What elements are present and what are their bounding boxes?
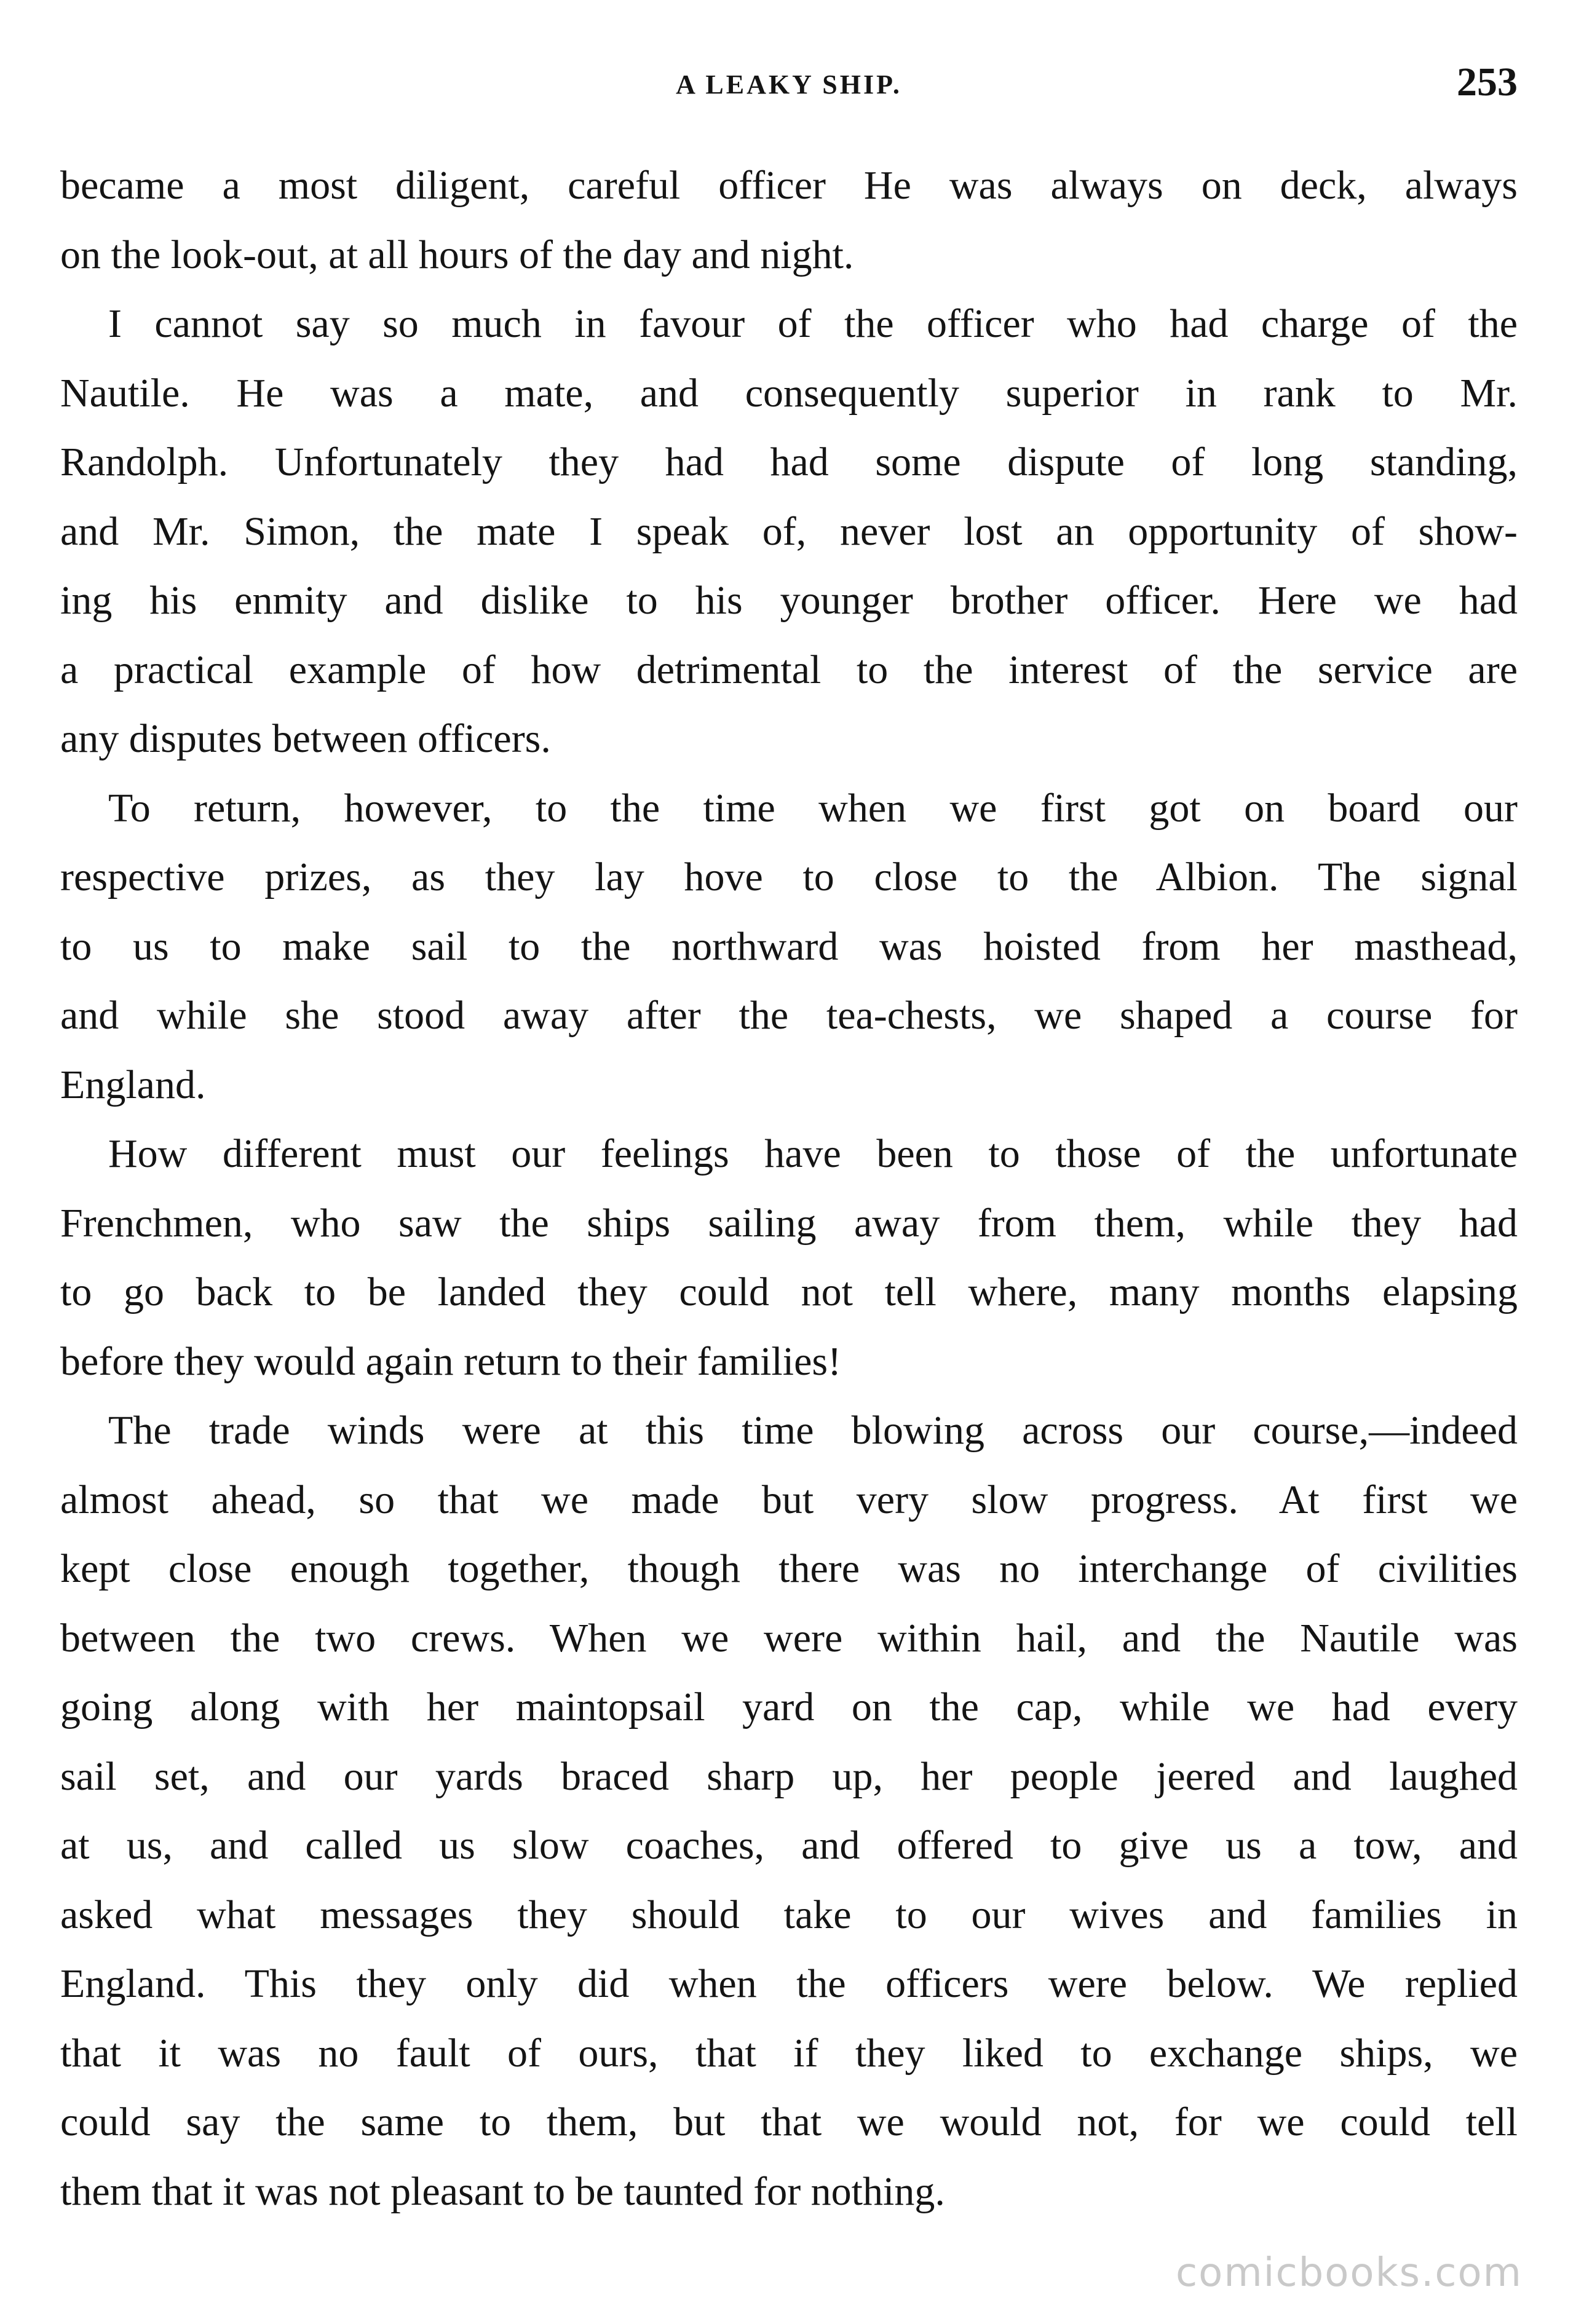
running-head: A LEAKY SHIP. — [676, 69, 902, 100]
text-line: respective prizes, as they lay hove to close to the Albion. The signal — [60, 855, 1518, 899]
page-number: 253 — [1457, 60, 1518, 105]
text-line: I cannot say so much in favour of the officer who had charge of the — [108, 301, 1518, 346]
text-line: Randolph. Unfortunately they had had some dispute of long standing, — [60, 440, 1518, 484]
text-line: and while she stood away after the tea-chests, we shaped a course for — [60, 993, 1518, 1038]
text-line: ing his enmity and dislike to his younger brother officer. Here we had — [60, 578, 1518, 623]
text-line: England. This they only did when the officers were below. We replied — [60, 1961, 1518, 2006]
text-line: Nautile. He was a mate, and consequently superior in rank to Mr. — [60, 370, 1518, 416]
page-header — [60, 59, 1518, 114]
text-line: The trade winds were at this time blowing across our course,—indeed — [108, 1408, 1518, 1453]
text-line: Frenchmen, who saw the ships sailing away from them, while they had — [60, 1200, 1518, 1246]
text-line: To return, however, to the time when we first got on board our — [108, 785, 1518, 831]
text-line: England. — [60, 1062, 206, 1107]
text-line: How different must our feelings have been to those of the unfortunate — [108, 1131, 1518, 1176]
text-line: between the two crews. When we were within hail, and the Nautile was — [60, 1615, 1518, 1661]
text-line: became a most diligent, careful officer He was always on deck, always — [60, 163, 1518, 208]
text-line: could say the same to them, but that we would not, for we could tell — [60, 2100, 1518, 2144]
text-line: on the look-out, at all hours of the day and night. — [60, 232, 854, 277]
text-line: them that it was not pleasant to be taunted for nothing. — [60, 2168, 945, 2214]
text-line: to us to make sail to the northward was hoisted from her masthead, — [60, 923, 1518, 969]
text-line: at us, and called us slow coaches, and offered to give us a tow, and — [60, 1823, 1518, 1868]
text-line: any disputes between officers. — [60, 716, 551, 761]
watermark: comicbooks.com — [1175, 2250, 1523, 2296]
body-text — [60, 151, 1518, 2226]
text-line: asked what messages they should take to our wives and families in — [60, 1892, 1518, 1937]
text-line: to go back to be landed they could not tell where, many months elapsing — [60, 1270, 1518, 1314]
text-line: a practical example of how detrimental to the interest of the service are — [60, 647, 1518, 692]
text-line: sail set, and our yards braced sharp up, her people jeered and laughed — [60, 1753, 1518, 1799]
text-line: almost ahead, so that we made but very slow progress. At first we — [60, 1477, 1518, 1522]
text-line: before they would again return to their families! — [60, 1338, 842, 1384]
text-line: kept close enough together, though there was no interchange of civilities — [60, 1546, 1518, 1591]
text-line: and Mr. Simon, the mate I speak of, never lost an opportunity of show- — [60, 508, 1518, 554]
text-line: going along with her maintopsail yard on the cap, while we had every — [60, 1685, 1518, 1729]
text-line: that it was no fault of ours, that if they liked to exchange ships, we — [60, 2030, 1518, 2076]
